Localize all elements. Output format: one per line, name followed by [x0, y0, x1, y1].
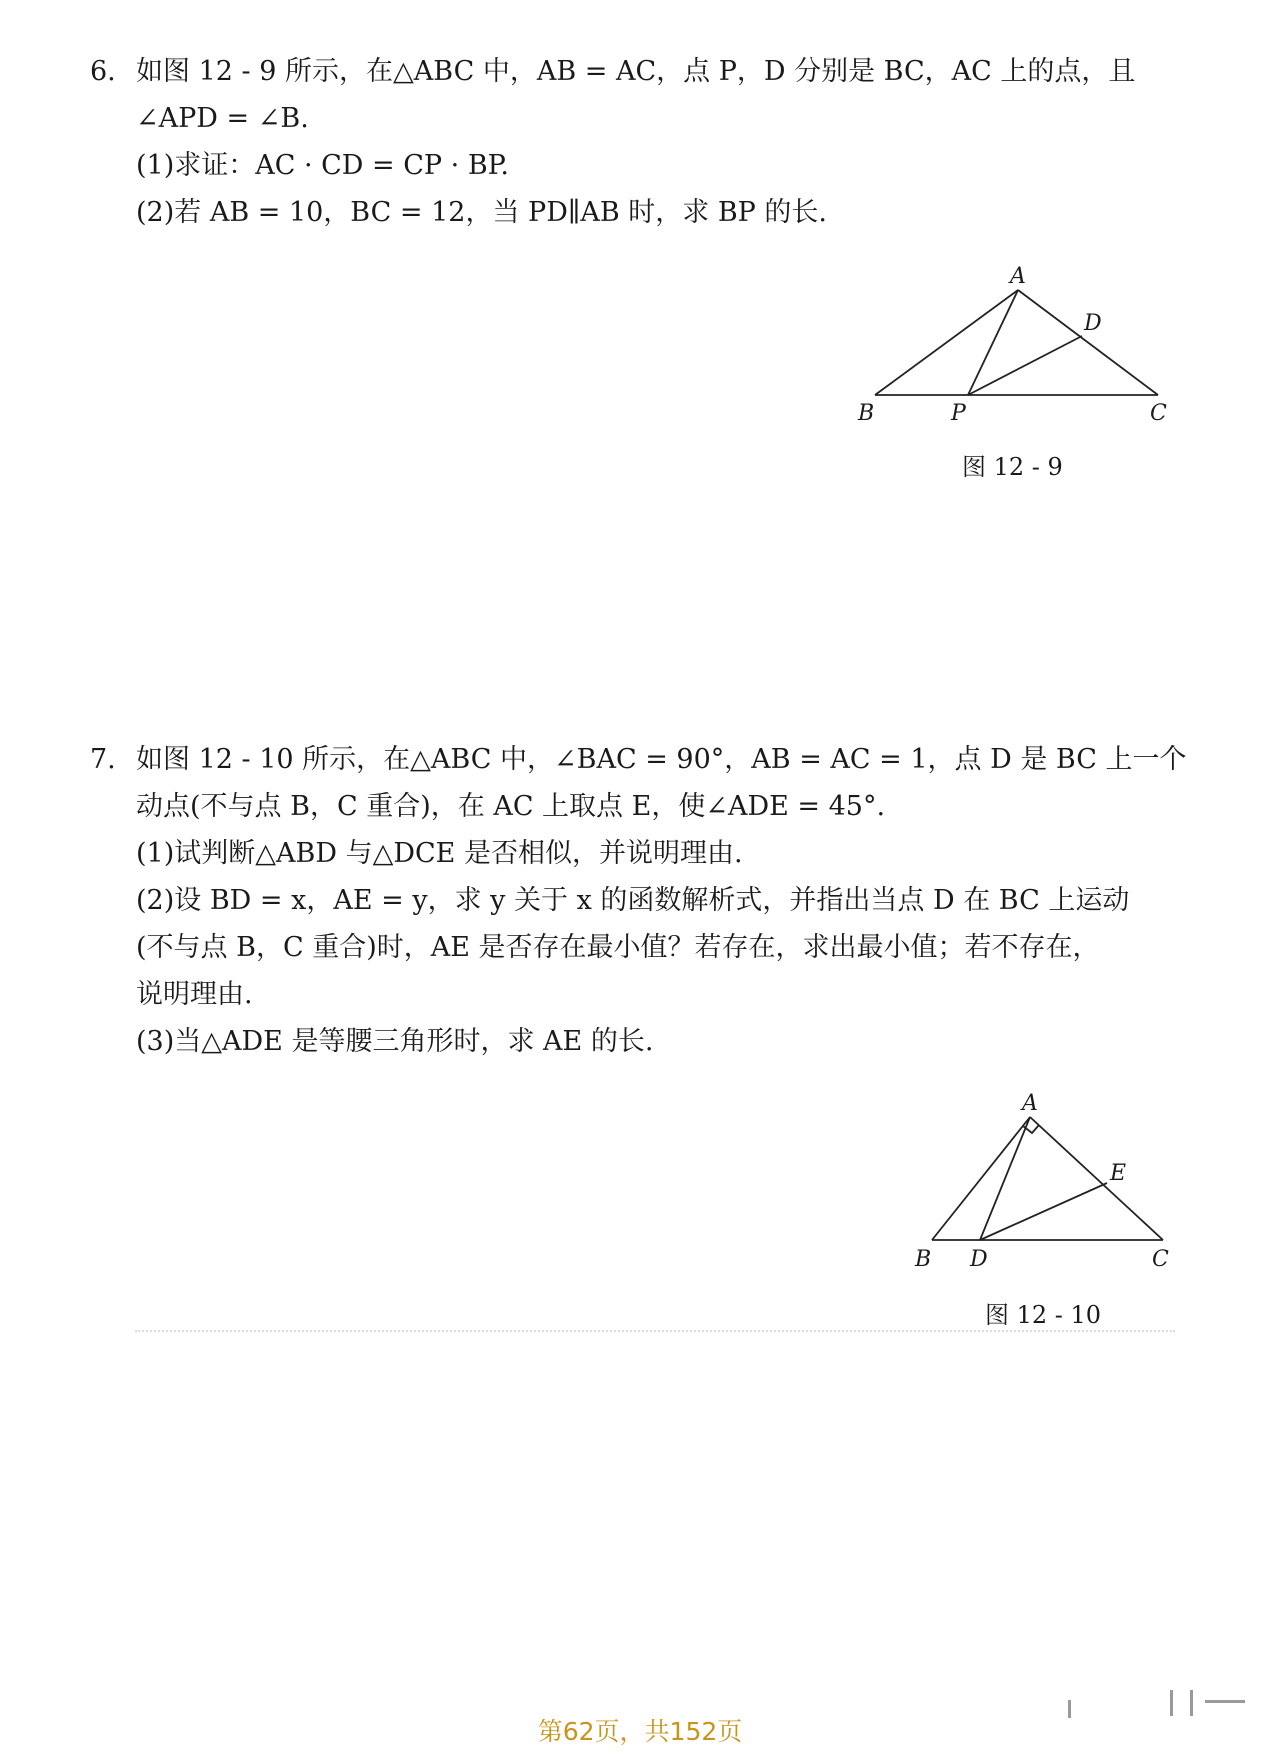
problem-7-part-2-line-3: 说明理由. — [136, 979, 253, 1010]
label-d: D — [1084, 311, 1102, 336]
problem-7-part-1: (1)试判断△ABD 与△DCE 是否相似，并说明理由. — [136, 838, 743, 869]
problem-7-part-3: (3)当△ADE 是等腰三角形时，求 AE 的长. — [136, 1026, 654, 1057]
label-a: A — [1022, 1091, 1038, 1116]
label-b: B — [915, 1247, 932, 1272]
label-e: E — [1110, 1161, 1127, 1186]
label-d: D — [970, 1247, 988, 1272]
figure-12-9-caption: 图 12 - 9 — [962, 453, 1063, 481]
label-a: A — [1010, 264, 1026, 289]
problem-7-line-2: 动点(不与点 B，C 重合)，在 AC 上取点 E，使∠ADE = 45°. — [136, 791, 886, 822]
figure-12-10-caption: 图 12 - 10 — [985, 1301, 1102, 1329]
label-b: B — [858, 401, 875, 426]
problem-6-statement: 如图 12 - 9 所示，在△ABC 中，AB = AC，点 P，D 分别是 BC，AC 上的点，且 — [136, 56, 1136, 87]
label-c: C — [1152, 1247, 1169, 1272]
label-p: P — [951, 401, 966, 426]
problem-6-part-1: (1)求证：AC · CD = CP · BP. — [136, 150, 509, 181]
scan-artifact-line — [135, 1330, 1175, 1332]
label-c: C — [1150, 401, 1167, 426]
segment-ac — [1030, 1117, 1163, 1240]
scan-mark — [1205, 1700, 1245, 1703]
page-footer: 第62页，共152页 — [537, 1717, 743, 1746]
problem-6-part-2: (2)若 AB = 10，BC = 12，当 PD∥AB 时，求 BP 的长. — [136, 197, 828, 228]
problem-6-line-2: ∠APD = ∠B. — [136, 103, 309, 134]
problem-7-statement: 如图 12 - 10 所示，在△ABC 中，∠BAC = 90°，AB = AC = 1，点 D 是 BC 上一个 — [136, 744, 1187, 775]
problem-7-part-2-line-1: (2)设 BD = x，AE = y，求 y 关于 x 的函数解析式，并指出当点 D 在 BC 上运动 — [136, 885, 1130, 916]
problem-7-part-2-line-2: (不与点 B，C 重合)时，AE 是否存在最小值？若存在，求出最小值；若不存在， — [136, 932, 1100, 963]
segment-ab — [932, 1117, 1030, 1240]
problem-6-number: 6. — [90, 56, 116, 87]
problem-7-number: 7. — [90, 744, 116, 775]
